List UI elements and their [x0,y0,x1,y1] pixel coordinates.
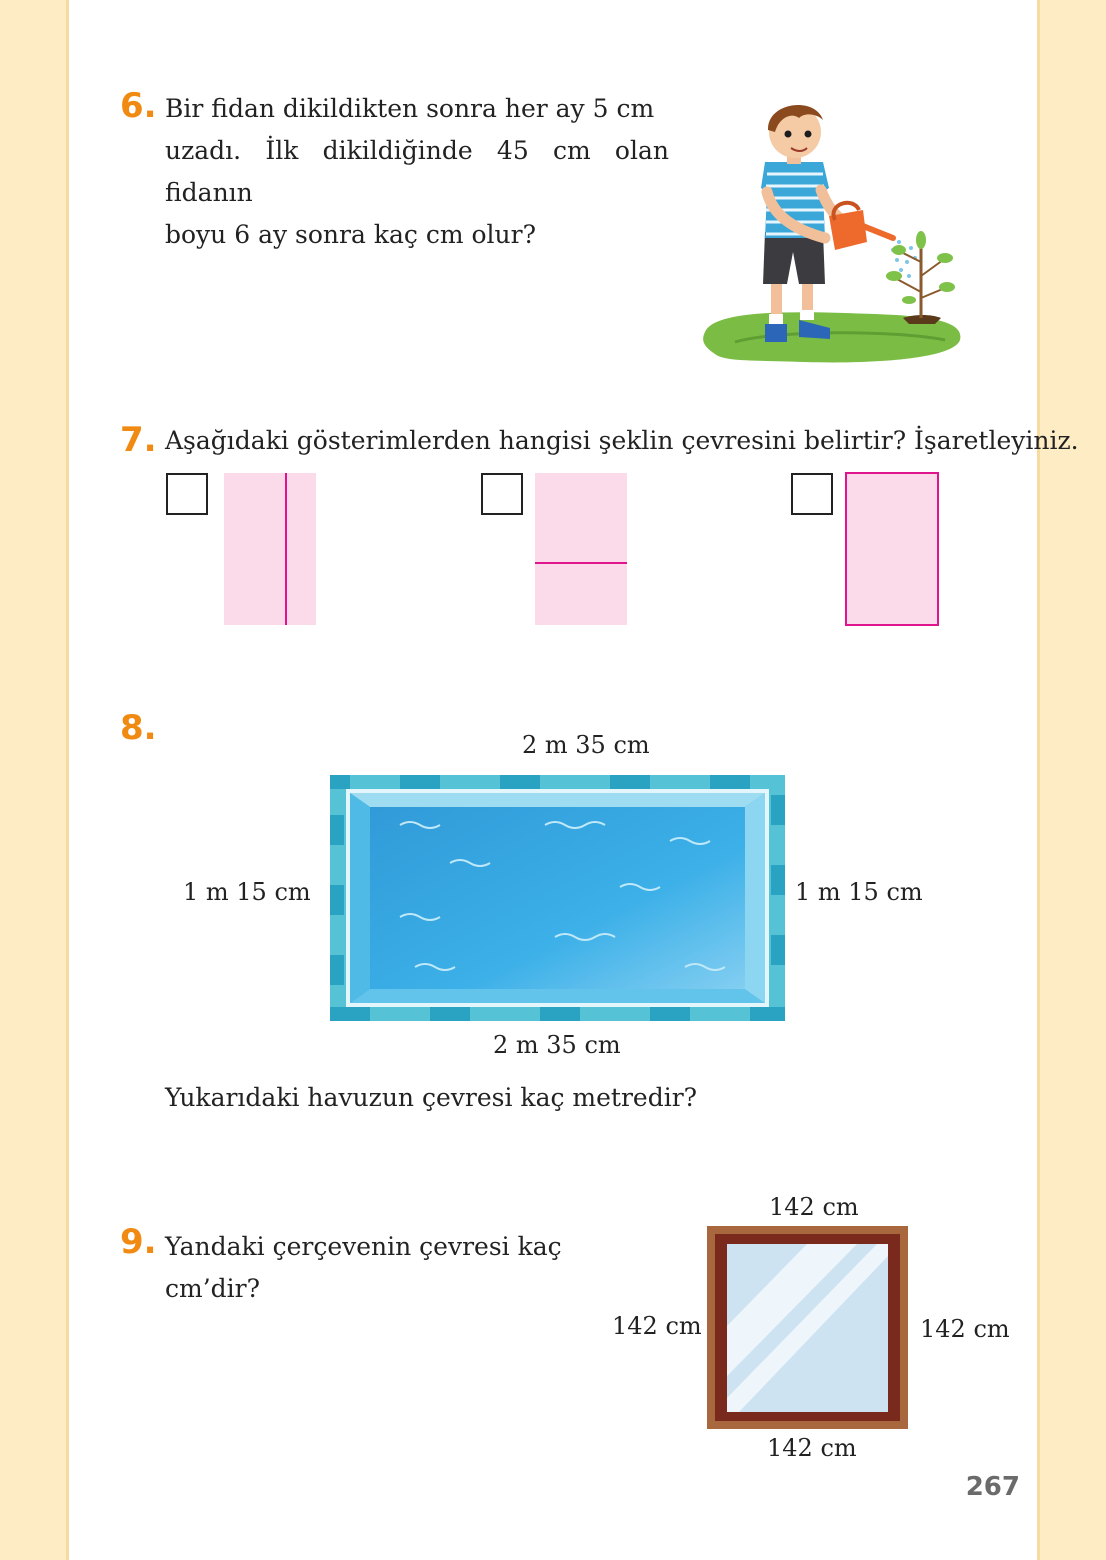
horizontal-line-marker [535,562,627,564]
answer-checkbox-1[interactable] [166,473,208,515]
question-9-line-1: Yandaki çerçevenin çevresi kaç [165,1232,562,1261]
boy-watering-plant-illustration [695,92,970,372]
frame-left-label: 142 cm [612,1312,702,1340]
frame-bottom-label: 142 cm [767,1434,857,1462]
question-6-text [165,88,669,256]
swimming-pool-illustration [330,775,785,1021]
question-6-line-3: boyu 6 ay sonra kaç cm olur? [165,220,536,249]
question-9-number: 9. [120,1222,157,1262]
pool-bottom-length-label: 2 m 35 cm [493,1031,621,1059]
right-page-margin [1037,0,1106,1560]
page-number: 267 [965,1472,1020,1502]
answer-checkbox-2[interactable] [481,473,523,515]
shape-option-3-perimeter [845,472,939,626]
pool-right-width-label: 1 m 15 cm [795,878,923,906]
frame-top-label: 142 cm [769,1193,859,1221]
shape-option-1 [224,473,316,625]
question-9-line-2: cm’dir? [165,1274,261,1303]
pool-top-length-label: 2 m 35 cm [522,731,650,759]
shape-option-2 [535,473,627,625]
pool-left-width-label: 1 m 15 cm [183,878,311,906]
question-6-line-2: uzadı. İlk dikildiğinde 45 cm olan fidanın [165,136,669,207]
question-6-number: 6. [120,86,157,126]
question-6-line-1: Bir fidan dikildikten sonra her ay 5 cm [165,94,655,123]
question-7-number: 7. [120,420,157,460]
question-9-text [165,1226,574,1310]
question-7-text: Aşağıdaki gösterimlerden hangisi şeklin çevresini belirtir? İşaretleyiniz. [165,426,1079,455]
frame-right-label: 142 cm [920,1315,1010,1343]
left-page-margin [0,0,69,1560]
question-8-number: 8. [120,708,157,748]
answer-checkbox-3[interactable] [791,473,833,515]
question-8-text: Yukarıdaki havuzun çevresi kaç metredir? [165,1083,698,1112]
mirror-frame-illustration [707,1226,908,1429]
vertical-line-marker [285,473,287,625]
